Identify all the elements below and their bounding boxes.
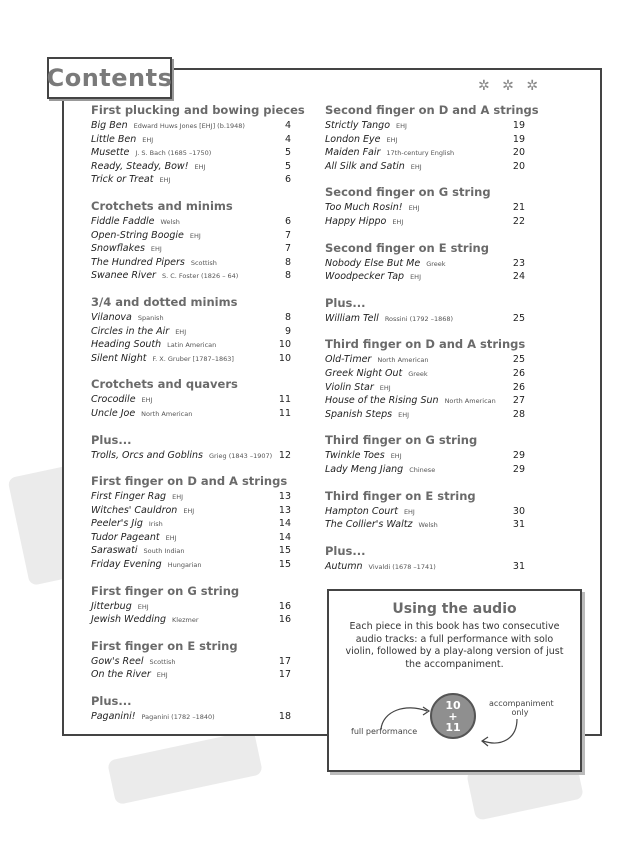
piece-title: Trick or Treat bbox=[91, 174, 154, 186]
contents-entry bbox=[91, 257, 291, 271]
contents-entry bbox=[91, 394, 291, 408]
contents-entry bbox=[91, 326, 291, 340]
section-heading: Plus... bbox=[325, 295, 366, 310]
section-heading: Second finger on D and A strings bbox=[325, 103, 539, 117]
piece-title: Paganini! bbox=[91, 711, 136, 723]
piece-credit: EHJ bbox=[137, 602, 149, 611]
page-number: 10 bbox=[278, 339, 291, 351]
piece-title: Gow's Reel bbox=[91, 655, 144, 667]
contents-entry bbox=[91, 270, 291, 284]
piece-credit: North American bbox=[444, 397, 496, 406]
page-number: 8 bbox=[284, 256, 291, 268]
section-heading: First finger on D and A strings bbox=[91, 474, 288, 489]
piece-title: Jewish Wedding bbox=[91, 614, 167, 626]
contents-section bbox=[91, 474, 291, 573]
page-number: 7 bbox=[284, 243, 291, 255]
contents-entry bbox=[325, 271, 525, 285]
background-decoration bbox=[107, 730, 263, 805]
page-number: 28 bbox=[512, 408, 525, 420]
page-number: 29 bbox=[512, 450, 525, 462]
page-number: 13 bbox=[278, 504, 291, 516]
contents-entry bbox=[91, 545, 291, 559]
contents-section bbox=[325, 241, 525, 285]
piece-credit: EHJ bbox=[403, 507, 415, 516]
section-heading: Plus... bbox=[91, 432, 132, 447]
page-number: 17 bbox=[278, 655, 291, 667]
piece-credit: EHJ bbox=[398, 410, 410, 419]
piece-title: Woodpecker Tap bbox=[325, 271, 405, 283]
page-number: 23 bbox=[512, 257, 525, 269]
piece-credit: EHJ bbox=[156, 671, 168, 680]
section-heading: Second finger on E string bbox=[325, 240, 489, 255]
page-title: Contents bbox=[46, 64, 173, 92]
contents-section bbox=[325, 489, 525, 533]
contents-section bbox=[91, 694, 291, 725]
page-number: 31 bbox=[512, 519, 525, 531]
piece-title: Hampton Court bbox=[325, 505, 398, 517]
piece-title: Saraswati bbox=[91, 545, 138, 557]
piece-title: William Tell bbox=[325, 312, 379, 324]
piece-title: Ready, Steady, Bow! bbox=[91, 160, 189, 172]
page-number: 5 bbox=[284, 160, 291, 172]
page-number: 4 bbox=[284, 120, 291, 131]
contents-entry bbox=[91, 559, 291, 573]
piece-title: London Eye bbox=[325, 133, 381, 145]
page-number: 25 bbox=[512, 354, 525, 366]
contents-entry bbox=[91, 134, 291, 148]
audio-info-box bbox=[327, 589, 582, 772]
page-number: 12 bbox=[278, 449, 291, 461]
section-heading: Plus... bbox=[91, 694, 132, 709]
track-number-first: 10 bbox=[445, 698, 461, 712]
piece-credit: EHJ bbox=[150, 245, 162, 254]
contents-entry bbox=[325, 506, 525, 520]
page-number: 19 bbox=[512, 120, 525, 131]
contents-entry bbox=[325, 395, 525, 409]
page-number: 13 bbox=[278, 491, 291, 503]
page-number: 17 bbox=[278, 669, 291, 681]
contents-section bbox=[325, 103, 539, 174]
piece-credit: Welsh bbox=[160, 217, 180, 226]
contents-entry bbox=[91, 532, 291, 546]
contents-entry bbox=[91, 518, 291, 532]
page-number: 11 bbox=[278, 394, 291, 406]
piece-credit: South Indian bbox=[143, 547, 185, 556]
contents-section bbox=[91, 433, 291, 464]
piece-title: Lady Meng Jiang bbox=[325, 463, 404, 475]
piece-credit: EHJ bbox=[410, 273, 421, 282]
contents-entry bbox=[91, 147, 291, 161]
contents-entry bbox=[325, 409, 525, 423]
contents-entry bbox=[325, 202, 525, 216]
page-number: 14 bbox=[278, 518, 291, 530]
section-heading: Third finger on D and A strings bbox=[325, 337, 526, 352]
piece-title: Uncle Joe bbox=[91, 407, 136, 419]
page-number: 14 bbox=[278, 531, 291, 543]
contents-entry bbox=[325, 120, 525, 134]
section-heading: First plucking and bowing pieces bbox=[91, 103, 305, 117]
contents-section bbox=[325, 433, 525, 477]
arrow-right-icon bbox=[477, 715, 523, 751]
track-number-second: 11 bbox=[445, 720, 461, 734]
page-number: 20 bbox=[512, 160, 525, 172]
piece-title: Peeler's Jig bbox=[91, 518, 143, 530]
piece-title: Musette bbox=[91, 147, 130, 159]
contents-entry bbox=[325, 519, 525, 533]
contents-entry bbox=[91, 174, 291, 188]
piece-title: Nobody Else But Me bbox=[325, 257, 421, 269]
piece-credit: Paganini (1782 –1840) bbox=[141, 713, 215, 722]
piece-title: Vilanova bbox=[91, 311, 132, 323]
page-number: 16 bbox=[278, 614, 291, 626]
piece-title: Tudor Pageant bbox=[91, 531, 160, 543]
piece-title: Friday Evening bbox=[91, 559, 162, 571]
piece-title: Maiden Fair bbox=[325, 147, 381, 159]
page-number: 18 bbox=[278, 711, 291, 723]
piece-title: Open-String Boogie bbox=[91, 229, 184, 241]
piece-title: Too Much Rosin! bbox=[325, 202, 403, 214]
section-heading: Crotchets and minims bbox=[91, 198, 233, 213]
contents-entry bbox=[91, 243, 291, 257]
contents-entry bbox=[325, 450, 525, 464]
contents-entry bbox=[325, 464, 525, 478]
piece-title: Heading South bbox=[91, 339, 162, 351]
page-number: 27 bbox=[512, 395, 525, 407]
piece-credit: EHJ bbox=[165, 533, 177, 542]
page-number: 15 bbox=[278, 545, 291, 557]
page-number: 24 bbox=[512, 271, 525, 283]
piece-credit: Latin American bbox=[167, 341, 217, 350]
page-number: 4 bbox=[284, 133, 291, 145]
contents-entry bbox=[91, 312, 291, 326]
page-number: 6 bbox=[284, 215, 291, 227]
page-number: 31 bbox=[512, 560, 525, 572]
contents-entry bbox=[91, 491, 291, 505]
page-number: 8 bbox=[284, 311, 291, 323]
piece-title: House of the Rising Sun bbox=[325, 395, 439, 407]
contents-entry bbox=[325, 354, 525, 368]
piece-credit: Welsh bbox=[418, 521, 438, 530]
piece-title: Big Ben bbox=[91, 120, 128, 131]
contents-entry bbox=[91, 669, 291, 683]
page-number: 26 bbox=[512, 367, 525, 379]
piece-title: Violin Star bbox=[325, 381, 374, 393]
piece-credit: Chinese bbox=[409, 465, 436, 474]
page-number: 15 bbox=[278, 559, 291, 571]
star-decoration-icon: ✲ ✲ ✲ bbox=[478, 78, 543, 94]
page-number: 9 bbox=[284, 325, 291, 337]
accompaniment-only-label: accompaniment only bbox=[489, 699, 554, 717]
contents-entry bbox=[91, 408, 291, 422]
audio-title: Using the audio bbox=[392, 601, 517, 617]
piece-credit: Irish bbox=[148, 520, 163, 529]
contents-section bbox=[91, 199, 291, 284]
piece-title: Spanish Steps bbox=[325, 408, 393, 420]
piece-credit: EHJ bbox=[141, 396, 153, 405]
section-heading: Third finger on G string bbox=[325, 433, 478, 448]
piece-title: Silent Night bbox=[91, 352, 147, 364]
piece-credit: F. X. Gruber [1787–1863] bbox=[152, 354, 234, 363]
page-number: 21 bbox=[512, 202, 525, 214]
contents-entry bbox=[91, 505, 291, 519]
piece-title: Autumn bbox=[325, 560, 363, 572]
contents-entry bbox=[91, 450, 291, 464]
piece-credit: EHJ bbox=[396, 122, 407, 130]
piece-credit: Hungarian bbox=[167, 561, 202, 570]
piece-credit: Edward Huws Jones [EHJ] (b.1948) bbox=[133, 122, 245, 130]
page-number: 22 bbox=[512, 215, 525, 227]
section-heading: Third finger on E string bbox=[325, 488, 476, 503]
piece-credit: EHJ bbox=[390, 452, 402, 461]
contents-section bbox=[91, 639, 291, 683]
page-number: 20 bbox=[512, 147, 525, 159]
page-number: 26 bbox=[512, 381, 525, 393]
contents-title-box bbox=[47, 57, 172, 99]
contents-entry bbox=[91, 353, 291, 367]
piece-credit: Rossini (1792 –1868) bbox=[384, 314, 454, 323]
contents-section bbox=[91, 377, 291, 421]
piece-title: Swanee River bbox=[91, 270, 156, 282]
track-number-badge bbox=[430, 693, 476, 739]
contents-entry bbox=[325, 216, 525, 230]
piece-title: Snowflakes bbox=[91, 243, 145, 255]
contents-right-column bbox=[325, 103, 539, 585]
piece-credit: EHJ bbox=[386, 135, 398, 144]
piece-title: Witches' Cauldron bbox=[91, 504, 178, 516]
page-number: 19 bbox=[512, 133, 525, 145]
contents-entry bbox=[91, 614, 291, 628]
contents-entry bbox=[91, 339, 291, 353]
contents-entry bbox=[91, 161, 291, 175]
piece-title: All Silk and Satin bbox=[325, 160, 405, 172]
piece-credit: S. C. Foster (1826 – 64) bbox=[161, 272, 239, 281]
piece-credit: 17th-century English bbox=[386, 149, 455, 158]
piece-credit: Klezmer bbox=[172, 616, 199, 625]
piece-title: Circles in the Air bbox=[91, 325, 170, 337]
piece-credit: Scottish bbox=[190, 258, 217, 267]
section-heading: Plus... bbox=[325, 543, 366, 558]
contents-section bbox=[325, 337, 525, 422]
piece-credit: EHJ bbox=[175, 327, 187, 336]
piece-credit: EHJ bbox=[379, 383, 391, 392]
contents-entry bbox=[91, 601, 291, 615]
piece-credit: Scottish bbox=[149, 657, 176, 666]
piece-title: Fiddle Faddle bbox=[91, 215, 155, 227]
piece-title: Strictly Tango bbox=[325, 120, 391, 131]
contents-entry bbox=[325, 258, 525, 272]
page-number: 16 bbox=[278, 600, 291, 612]
piece-credit: EHJ bbox=[392, 217, 404, 226]
contents-entry bbox=[325, 368, 525, 382]
contents-entry bbox=[325, 161, 525, 175]
section-heading: First finger on G string bbox=[91, 583, 240, 598]
contents-entry bbox=[91, 656, 291, 670]
contents-section bbox=[91, 584, 291, 628]
contents-entry bbox=[325, 561, 525, 575]
contents-section bbox=[325, 185, 525, 229]
contents-section bbox=[91, 103, 305, 188]
piece-title: Trolls, Orcs and Goblins bbox=[91, 449, 203, 461]
page-number: 11 bbox=[278, 407, 291, 419]
piece-credit: EHJ bbox=[159, 176, 171, 185]
piece-title: Twinkle Toes bbox=[325, 450, 385, 462]
page-number: 29 bbox=[512, 463, 525, 475]
page-number: 30 bbox=[512, 505, 525, 517]
full-performance-label: full performance bbox=[351, 727, 418, 736]
contents-entry bbox=[325, 134, 525, 148]
audio-description: Each piece in this book has two consecutive audio tracks: a full performance with solo violin, followed by a play-along version of just the accompaniment. bbox=[345, 621, 564, 670]
page-number: 7 bbox=[284, 229, 291, 241]
piece-title: Old-Timer bbox=[325, 354, 372, 366]
contents-entry bbox=[91, 216, 291, 230]
piece-title: Jitterbug bbox=[91, 600, 132, 612]
contents-entry bbox=[325, 147, 525, 161]
section-heading: First finger on E string bbox=[91, 638, 238, 653]
piece-credit: EHJ bbox=[142, 135, 154, 144]
piece-credit: EHJ bbox=[194, 162, 206, 171]
piece-credit: J. S. Bach (1685 –1750) bbox=[135, 149, 212, 158]
piece-credit: EHJ bbox=[183, 506, 195, 515]
piece-credit: Greek bbox=[426, 259, 446, 268]
piece-title: The Hundred Pipers bbox=[91, 256, 185, 268]
contents-entry bbox=[91, 120, 291, 134]
piece-credit: Vivaldi (1678 –1741) bbox=[368, 562, 436, 571]
section-heading: 3/4 and dotted minims bbox=[91, 294, 238, 309]
piece-credit: North American bbox=[377, 356, 429, 365]
piece-title: Crocodile bbox=[91, 394, 136, 406]
contents-section bbox=[325, 296, 525, 327]
contents-section bbox=[91, 295, 291, 366]
section-heading: Second finger on G string bbox=[325, 185, 491, 200]
contents-section bbox=[325, 544, 525, 575]
piece-credit: EHJ bbox=[172, 493, 184, 502]
piece-credit: Spanish bbox=[137, 313, 164, 322]
piece-title: Little Ben bbox=[91, 133, 137, 145]
section-heading: Crotchets and quavers bbox=[91, 377, 238, 392]
piece-credit: Greek bbox=[408, 369, 428, 378]
piece-credit: Grieg (1843 –1907) bbox=[208, 451, 273, 460]
page-number: 6 bbox=[284, 174, 291, 186]
page-number: 25 bbox=[512, 312, 525, 324]
contents-entry bbox=[325, 313, 525, 327]
piece-title: On the River bbox=[91, 669, 151, 681]
track-plus: + bbox=[448, 709, 458, 723]
page-number: 5 bbox=[284, 147, 291, 159]
piece-title: Greek Night Out bbox=[325, 367, 403, 379]
page-number: 10 bbox=[278, 352, 291, 364]
contents-entry bbox=[91, 230, 291, 244]
piece-credit: EHJ bbox=[189, 231, 201, 240]
piece-credit: EHJ bbox=[410, 162, 422, 171]
contents-left-column bbox=[91, 103, 305, 736]
contents-entry bbox=[91, 711, 291, 725]
piece-title: Happy Hippo bbox=[325, 215, 387, 227]
page-number: 8 bbox=[284, 270, 291, 282]
piece-title: First Finger Rag bbox=[91, 491, 167, 503]
piece-title: The Collier's Waltz bbox=[325, 519, 413, 531]
piece-credit: EHJ bbox=[408, 204, 420, 213]
piece-credit: North American bbox=[141, 409, 193, 418]
contents-entry bbox=[325, 382, 525, 396]
